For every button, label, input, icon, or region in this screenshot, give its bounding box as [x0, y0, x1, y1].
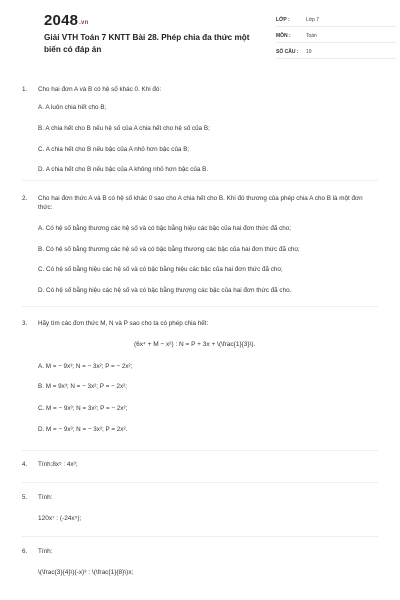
question-number: 5. — [22, 494, 28, 501]
question-5 — [22, 493, 378, 522]
question-number: 4. — [22, 461, 28, 468]
meta-value: Lớp 7 — [306, 16, 320, 23]
question-divider — [22, 536, 378, 537]
meta-value: Toán — [306, 32, 317, 39]
answer-option-a[interactable]: A. M = − 9x³; N = − 3x²; P = − 2x²; — [38, 363, 133, 370]
question-formula: (6x⁴ + M − x²) : N = P + 3x + \(\frac{1}{3}\). — [134, 341, 256, 348]
meta-label: SỐ CÂU : — [276, 48, 299, 55]
question-number: 6. — [22, 548, 28, 555]
question-text: Tính:8x⁵ : 4x³; — [38, 461, 78, 468]
question-divider — [22, 306, 378, 307]
question-formula: 120x⁷ : (-24x⁵); — [38, 515, 82, 522]
question-text: Cho hai đơn A và B có hệ số khác 0. Khi đó: — [38, 86, 162, 93]
meta-row-subject — [276, 29, 396, 43]
question-6 — [22, 547, 378, 576]
answer-option-d[interactable]: D. M = − 9x³; N = − 3x²; P = 2x². — [38, 426, 128, 433]
question-number: 2. — [22, 195, 28, 202]
question-divider — [22, 450, 378, 451]
answer-option-c[interactable]: C. M = − 9x³; N = 3x²; P = − 2x²; — [38, 405, 128, 412]
question-text: Tính: — [38, 494, 53, 501]
answer-option-b[interactable]: B. Có hệ số bằng thương các hệ số và có bậc bằng thương các bậc của hai đơn thức đã cho; — [38, 246, 300, 253]
question-4 — [22, 460, 378, 469]
logo-tld: .vn — [79, 20, 89, 26]
question-divider — [22, 482, 378, 483]
answer-option-d[interactable]: D. Có hệ số bằng hiệu các hệ số và có bậc bằng thương các bậc của hai đơn thức đã cho. — [38, 287, 292, 294]
document-title: Giải VTH Toán 7 KNTT Bài 28. Phép chia đa thức một biến có đáp án — [44, 33, 250, 54]
question-text: Tính: — [38, 548, 53, 555]
site-logo[interactable] — [44, 12, 88, 29]
answer-option-a[interactable]: A. A luôn chia hết cho B; — [38, 104, 107, 111]
question-text: Hãy tìm các đơn thức M, N và P sao cho ta có phép chia hết: — [38, 320, 209, 327]
meta-value: 19 — [306, 48, 312, 55]
answer-option-c[interactable]: C. Có hệ số bằng hiệu các hệ số và có bậc bằng hiệu các bậc của hai đơn thức đã cho; — [38, 266, 283, 273]
meta-row-count — [276, 45, 396, 59]
answer-option-c[interactable]: C. A chia hết cho B nếu bậc của A nhỏ hơn bậc của B; — [38, 146, 190, 153]
document-header — [22, 0, 378, 78]
question-3 — [22, 319, 378, 433]
document-meta — [276, 13, 396, 61]
answer-option-d[interactable]: D. A chia hết cho B nếu bậc của A không nhỏ hơn bậc của B. — [38, 166, 209, 173]
meta-label: MÔN : — [276, 32, 291, 39]
question-number: 1. — [22, 86, 28, 93]
answer-option-a[interactable]: A. Có hệ số bằng thương các hệ số và có bậc bằng hiệu các bậc của hai đơn thức đã cho; — [38, 225, 291, 232]
meta-label: LỚP : — [276, 16, 290, 23]
question-text: Cho hai đơn thức A và B có hệ số khác 0 sao cho A chia hết cho B. Khi đó thương của phép chia A cho B là một đơn thức: — [38, 195, 363, 211]
question-2 — [22, 194, 378, 294]
question-divider — [22, 180, 378, 181]
meta-row-grade — [276, 13, 396, 27]
question-number: 3. — [22, 320, 28, 327]
logo-text: 2048 — [44, 12, 79, 29]
question-formula: \(\frac{3}{4}\)(-x)³ : \(\frac{1}{8}\)x; — [38, 569, 134, 576]
answer-option-b[interactable]: B. M = 9x³; N = − 3x²; P = − 2x²; — [38, 383, 127, 390]
question-1 — [22, 85, 378, 173]
answer-option-b[interactable]: B. A chia hết cho B nếu hệ số của A chia hết cho hệ số của B; — [38, 125, 210, 132]
